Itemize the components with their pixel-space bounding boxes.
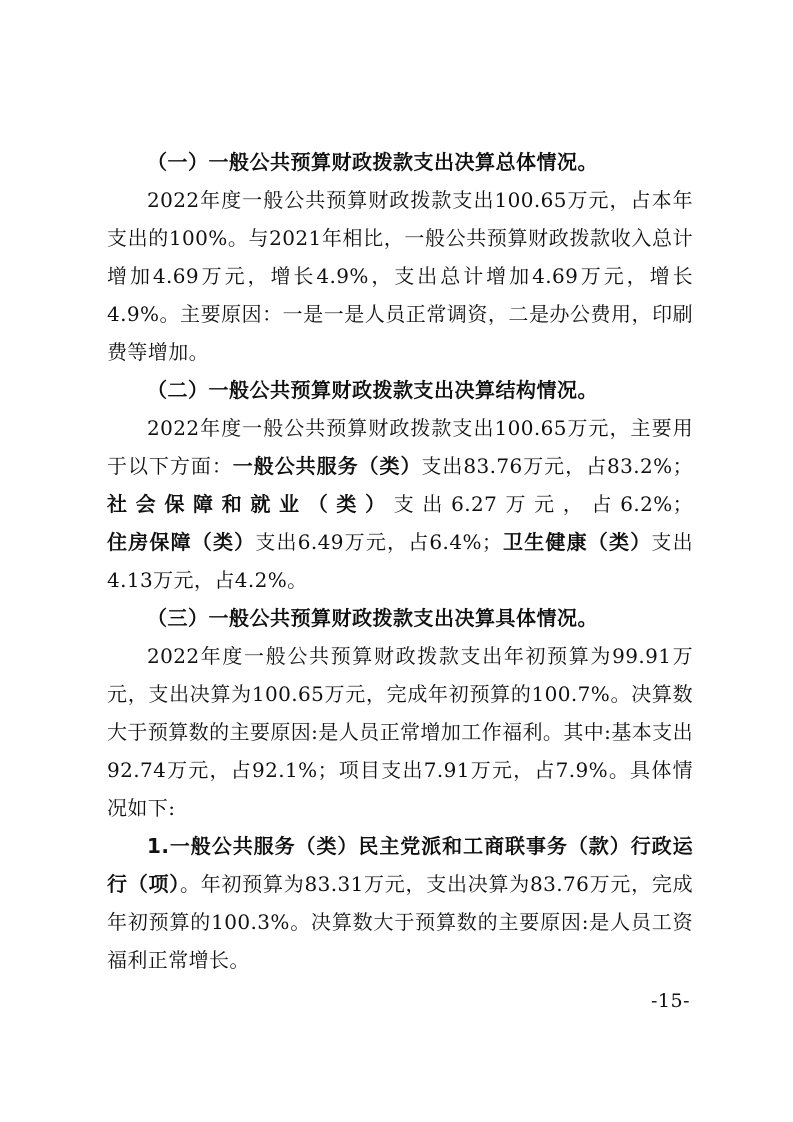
category-health: 卫生健康（类） <box>502 530 652 554</box>
section-1-paragraph: 2022年度一般公共预算财政拨款支出100.65万元，占本年支出的100%。与2021年相比，一般公共预算财政拨款收入总计增加4.69万元，增长4.9%，支出总计增加4.69万元，增长4.9%。主要原因：一是一是人员正常调资，二是办公费用，印刷费等增加。 <box>107 188 693 364</box>
subsection-1-label: 1.一般公共服务（类）民主党派和工商联事务（款）行政运行（项） <box>107 834 693 896</box>
page-number: -15- <box>650 990 690 1012</box>
category-social-security-value: 支出6.27万元，占6.2%； <box>393 492 694 516</box>
subsection-1-paragraph <box>107 827 693 979</box>
section-3-heading: （三）一般公共预算财政拨款支出决算具体情况。 <box>147 606 598 630</box>
section-1-heading: （一）一般公共预算财政拨款支出决算总体情况。 <box>147 150 598 174</box>
document-body <box>107 143 693 979</box>
section-2-paragraph <box>107 409 693 599</box>
category-housing-value: 支出6.49万元，占6.4%； <box>255 530 503 554</box>
subsection-1-text: 。年初预算为83.31万元，支出决算为83.76万元，完成年初预算的100.3%。决算数大于预算数的主要原因:是人员工资福利正常增长。 <box>107 872 693 972</box>
section-2-intro: 2022年度一般公共预算财政拨款支出100.65万元，主要用于以下方面： <box>107 416 693 478</box>
category-health-value: 支出4.13万元，占4.2%。 <box>107 530 693 592</box>
section-3-paragraph: 2022年度一般公共预算财政拨款支出年初预算为99.91万元，支出决算为100.65万元，完成年初预算的100.7%。决算数大于预算数的主要原因:是人员正常增加工作福利。其中:基本支出92.74万元，占92.1%；项目支出7.91万元，占7.9%。具体情况如下: <box>107 644 693 820</box>
category-general-public-services: 一般公共服务（类） <box>232 454 422 478</box>
category-general-public-services-value: 支出83.76万元，占83.2%； <box>421 454 693 478</box>
category-housing: 住房保障（类） <box>107 530 256 554</box>
category-social-security: 社会保障和就业（类） <box>107 492 394 516</box>
section-2-heading: （二）一般公共预算财政拨款支出决算结构情况。 <box>147 378 598 402</box>
